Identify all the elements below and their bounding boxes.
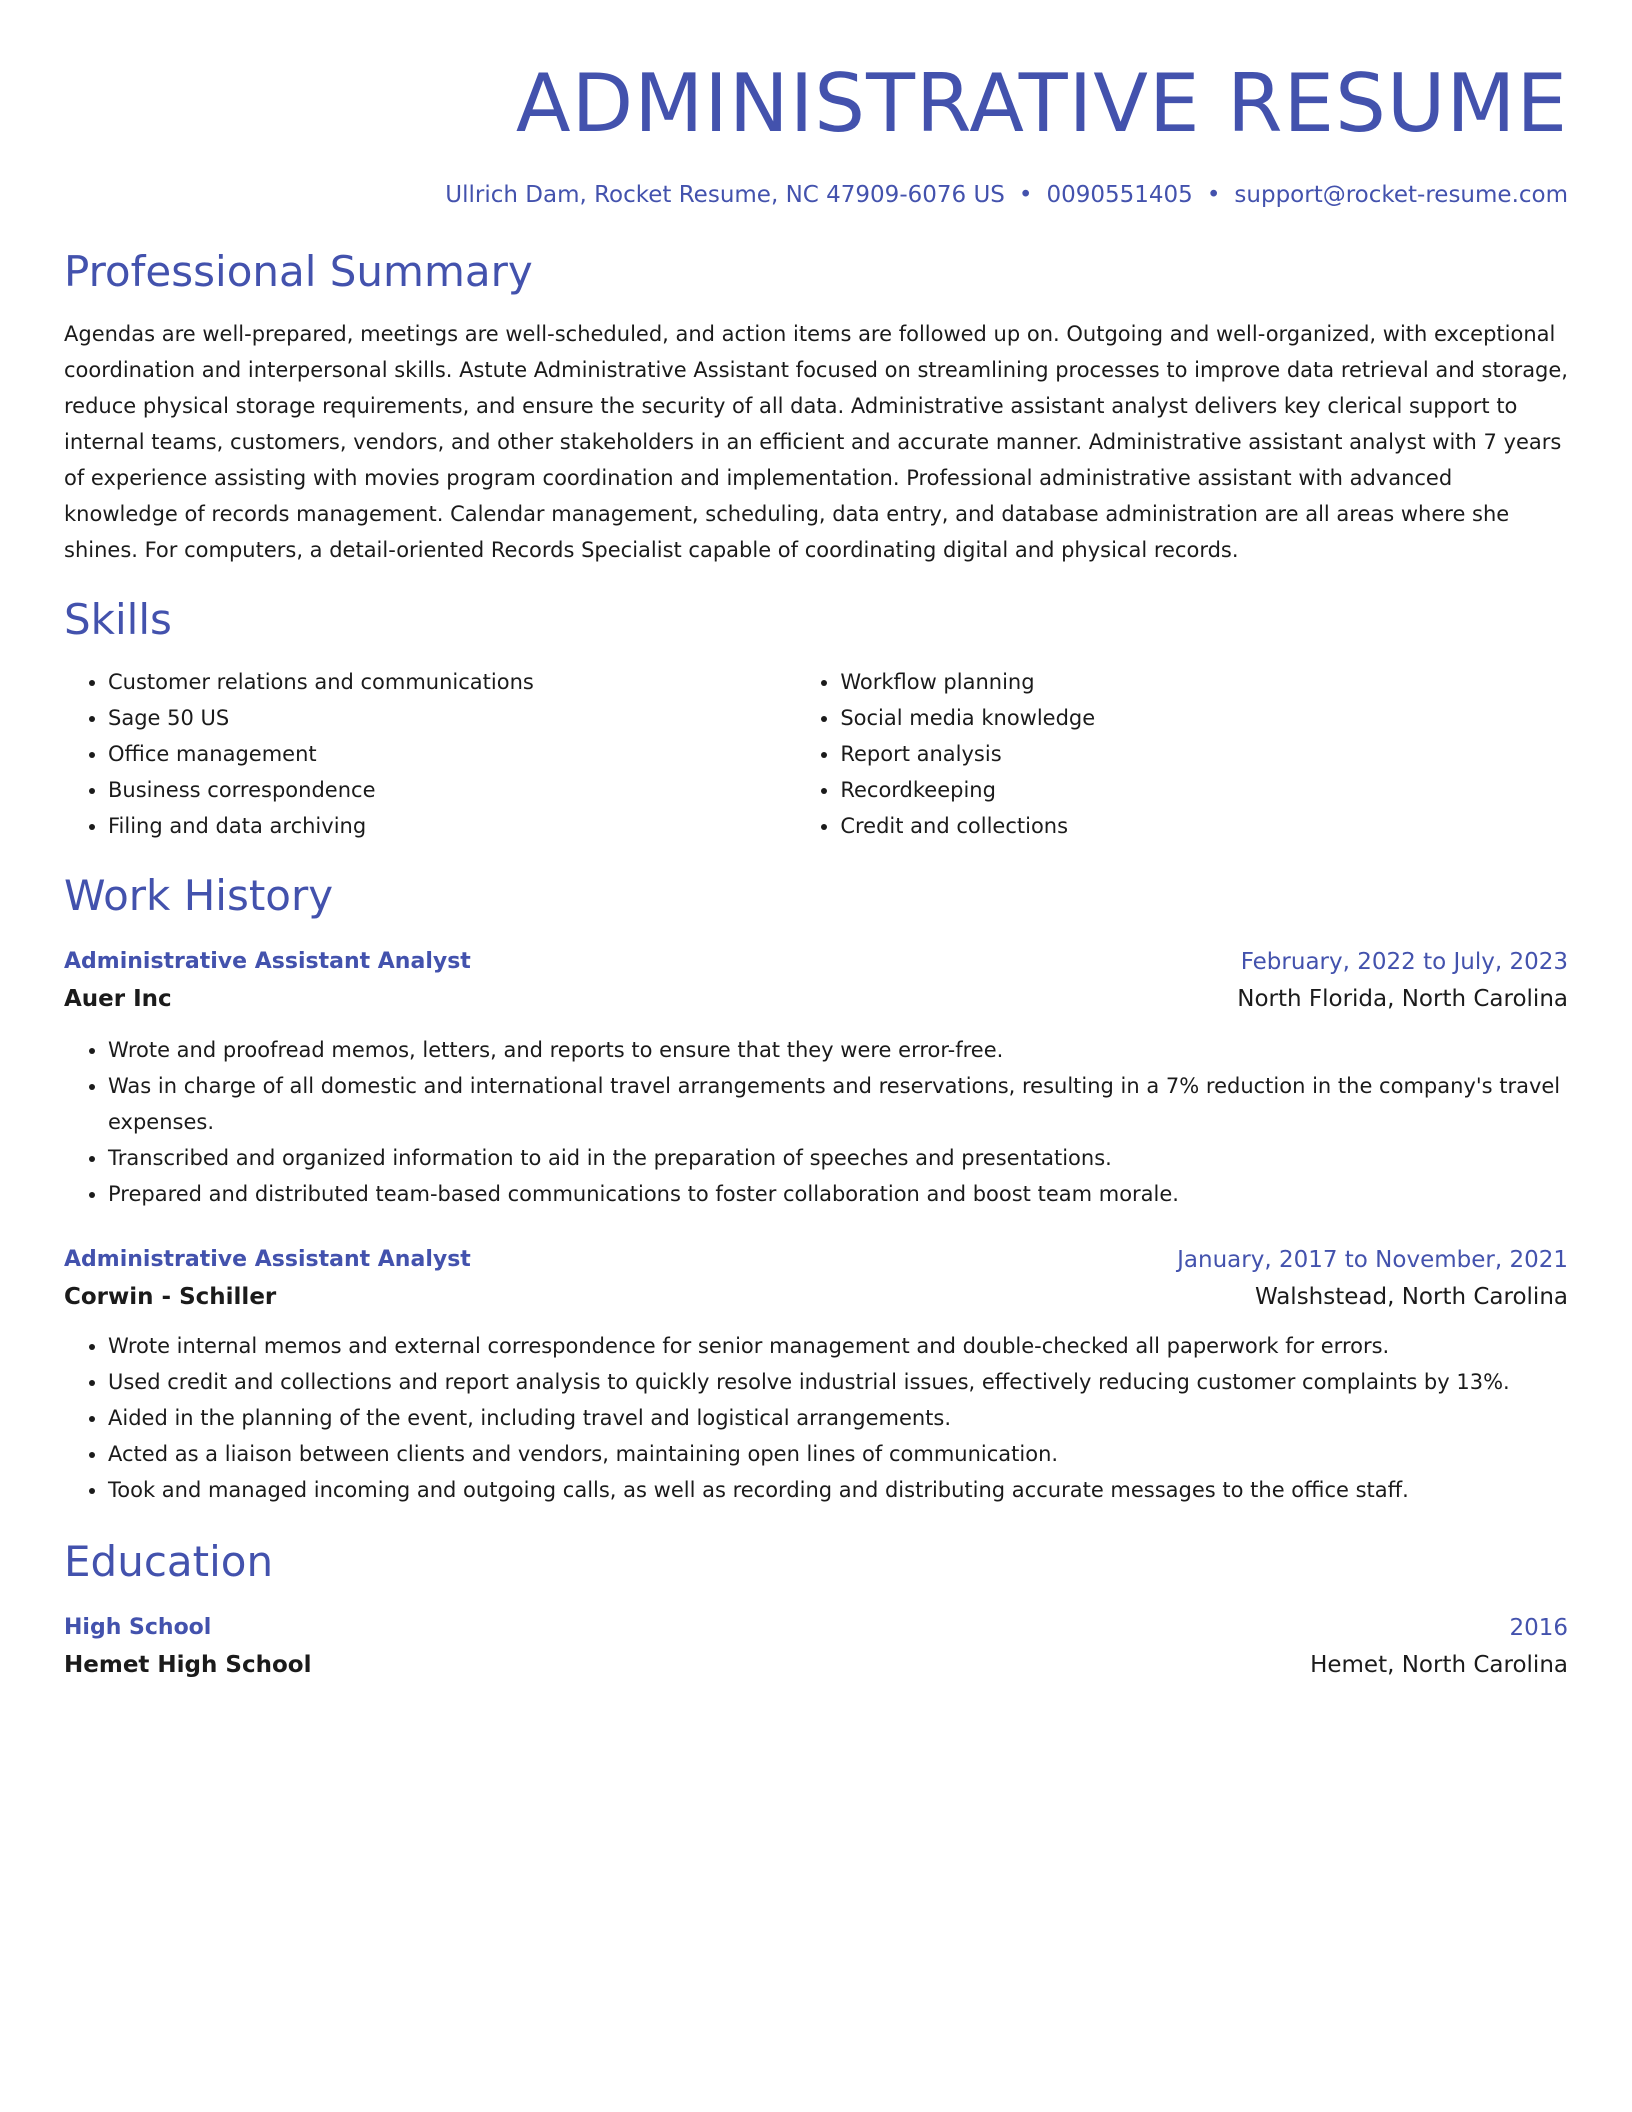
- job-bullets: [64, 1032, 1568, 1212]
- education-school-row: [64, 1646, 1568, 1684]
- job-bullets: [64, 1328, 1568, 1508]
- contact-email: support@rocket-resume.com: [1234, 182, 1568, 208]
- job-dates: January, 2017 to November, 2021: [1177, 1247, 1568, 1273]
- skill-item: • Workflow planning: [840, 664, 1568, 700]
- skill-item: • Social media knowledge: [840, 700, 1568, 736]
- work-history-heading: Work History: [64, 871, 334, 920]
- job-role: Administrative Assistant Analyst: [64, 1247, 471, 1272]
- job-bullet: • Wrote internal memos and external correspondence for senior management and double-checked all paperwork for errors.: [108, 1328, 1568, 1364]
- job-entry: [64, 944, 1568, 1212]
- skill-item: • Customer relations and communications: [108, 664, 796, 700]
- skill-item: • Sage 50 US: [108, 700, 796, 736]
- job-bullet: • Aided in the planning of the event, including travel and logistical arrangements.: [108, 1400, 1568, 1436]
- job-location: Walshstead, North Carolina: [1254, 1284, 1568, 1310]
- skill-item: • Filing and data archiving: [108, 808, 796, 844]
- skill-item: • Recordkeeping: [840, 772, 1568, 808]
- contact-address: Ullrich Dam, Rocket Resume, NC 47909-6076 US: [445, 182, 1005, 208]
- resume-page: [64, 0, 1568, 1684]
- contact-phone: 0090551405: [1046, 182, 1193, 208]
- summary-heading: Professional Summary: [64, 247, 533, 296]
- job-company: Corwin - Schiller: [64, 1284, 277, 1310]
- skills-column-left: [64, 664, 796, 844]
- job-company: Auer Inc: [64, 986, 172, 1012]
- skills-column-right: [796, 664, 1568, 844]
- contact-separator: •: [1018, 182, 1033, 208]
- job-location: North Florida, North Carolina: [1237, 986, 1568, 1012]
- skill-item: • Credit and collections: [840, 808, 1568, 844]
- skills-heading: Skills: [64, 595, 172, 644]
- education-school: Hemet High School: [64, 1652, 312, 1678]
- job-bullet: • Acted as a liaison between clients and vendors, maintaining open lines of communication.: [108, 1436, 1568, 1472]
- job-dates: February, 2022 to July, 2023: [1240, 949, 1568, 975]
- education-heading: Education: [64, 1537, 274, 1586]
- job-header-row: [64, 1242, 1568, 1278]
- education-header-row: [64, 1610, 1568, 1646]
- job-bullet: • Used credit and collections and report analysis to quickly resolve industrial issues, effectively reducing customer complaints by 13%.: [108, 1364, 1568, 1400]
- job-role: Administrative Assistant Analyst: [64, 949, 471, 974]
- job-bullet: • Took and managed incoming and outgoing calls, as well as recording and distributing accurate messages to the office staff.: [108, 1472, 1568, 1508]
- job-bullet: • Prepared and distributed team-based communications to foster collaboration and boost team morale.: [108, 1176, 1568, 1212]
- job-entry: [64, 1242, 1568, 1508]
- job-bullet: • Transcribed and organized information to aid in the preparation of speeches and presentations.: [108, 1140, 1568, 1176]
- job-bullet: • Was in charge of all domestic and international travel arrangements and reservations, resulting in a 7% reduction in the company's travel expenses.: [108, 1068, 1568, 1140]
- contact-separator: •: [1206, 182, 1221, 208]
- education-location: Hemet, North Carolina: [1310, 1652, 1568, 1678]
- contact-line: [64, 180, 1568, 210]
- resume-title: ADMINISTRATIVE RESUME: [515, 57, 1568, 150]
- job-header-row: [64, 944, 1568, 980]
- job-bullet: • Wrote and proofread memos, letters, and reports to ensure that they were error-free.: [108, 1032, 1568, 1068]
- skills-list: [64, 664, 1568, 844]
- education-degree: High School: [64, 1615, 212, 1640]
- education-year: 2016: [1509, 1615, 1568, 1641]
- education-entry: [64, 1610, 1568, 1684]
- job-company-row: [64, 1278, 1568, 1316]
- summary-text: Agendas are well-prepared, meetings are well-scheduled, and action items are followed up on. Outgoing and well-organized, with exceptional coordination and interpersonal skills. Astute Administrative Assistant focused on streamlining processes to improve data retrieval and storage, reduce physical storage requirements, and ensure the security of all data. Administrative assistant analyst delivers key clerical support to internal teams, customers, vendors, and other stakeholders in an efficient and accurate manner. Administrative assistant analyst with 7 years of experience assisting with movies program coordination and implementation. Professional administrative assistant with advanced knowledge of records management. Calendar management, scheduling, data entry, and database administration are all areas where she shines. For computers, a detail-oriented Records Specialist capable of coordinating digital and physical records.: [64, 322, 1568, 562]
- skill-item: • Report analysis: [840, 736, 1568, 772]
- skill-item: • Office management: [108, 736, 796, 772]
- job-company-row: [64, 980, 1568, 1018]
- skill-item: • Business correspondence: [108, 772, 796, 808]
